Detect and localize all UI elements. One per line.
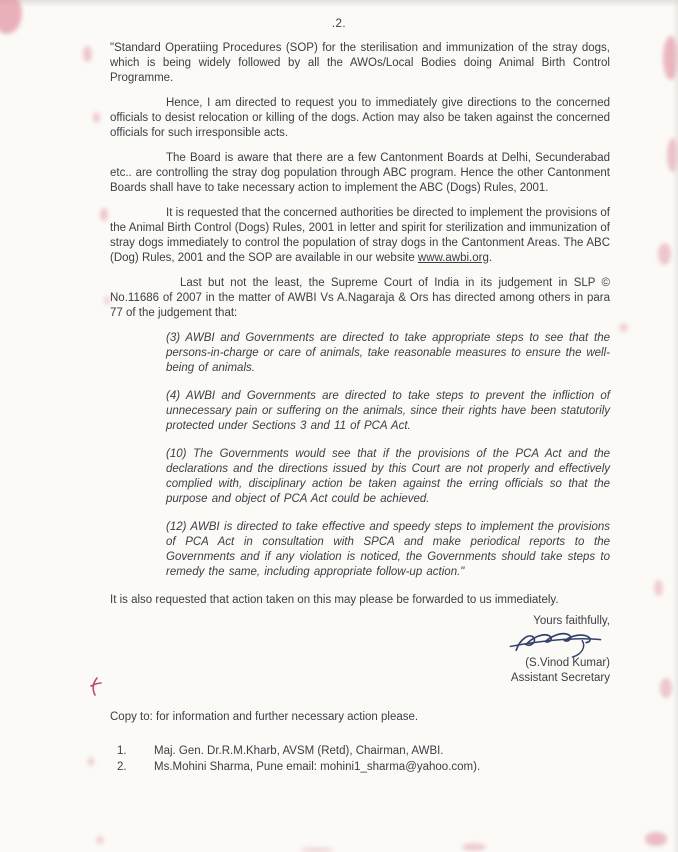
closing-line: It is also requested that action taken on this may please be forwarded to us immediately. (110, 594, 559, 606)
scan-smudge (83, 46, 92, 62)
scan-smudge (645, 832, 667, 846)
paragraph-directions-request: Hence, I am directed to request you to immediately give directions to the concerned officials to desist relocation or killing of the dogs. Action may also be taken against the concerned officials for such irresponsible acts. (110, 97, 610, 139)
judgement-quote-para-4: (4) AWBI and Governments are directed to take steps to prevent the infliction of unnecessary pain or suffering on the animals, since their rights have been statutorily protected under Sections 3 and 11 of PCA Act. (166, 390, 610, 432)
judgement-quote-para-10: (10) The Governments would see that if the provisions of the PCA Act and the declarations and the directions issued by this Court are not properly and effectively complied with, disciplinary action be taken against the erring officials so that the purpose and object of PCA Act could be achieved. (166, 448, 610, 505)
pen-mark (88, 676, 104, 698)
paragraph-text: . (488, 252, 493, 264)
valediction: Yours faithfully, (533, 615, 610, 627)
scan-smudge (300, 847, 334, 852)
paragraph-supreme-court: Last but not the least, the Supreme Court of India in its judgement in SLP © No.11686 of 2007 in the matter of AWBI Vs A.Nagaraja & Ors has directed among others in para 77 of the judgement that: (110, 277, 610, 319)
copy-to-list (110, 744, 610, 775)
scan-smudge (667, 138, 678, 172)
paragraph-abc-implementation (110, 206, 610, 266)
scan-smudge (658, 243, 671, 265)
signature-block (110, 614, 610, 686)
scan-smudge (96, 836, 104, 844)
copy-item-text: Ms.Mohini Sharma, Pune email: mohini1_sharma@yahoo.com). (154, 761, 481, 773)
judgement-quotes (166, 331, 610, 580)
scan-smudge (100, 208, 108, 221)
scan-smudge (654, 580, 663, 596)
scan-smudge (660, 678, 672, 698)
copy-item (110, 744, 610, 759)
letter-body (110, 41, 610, 776)
scan-smudge (93, 112, 100, 123)
scan-smudge (462, 843, 486, 851)
paragraph-cantonment-boards: The Board is aware that there are a few Cantonment Boards at Delhi, Secunderabad etc.. are controlling the stray dog population through ABC program. Hence the other Cantonment Boards shall have to take necessary action to implement the ABC (Dogs) Rules, 2001. (110, 152, 610, 194)
judgement-quote-para-3: (3) AWBI and Governments are directed to take appropriate steps to see that the persons-in-charge or care of animals, take reasonable measures to ensure the well-being of animals. (166, 332, 610, 374)
copy-to-section (110, 710, 610, 775)
website-link: www.awbi.org (417, 252, 489, 264)
scan-smudge (663, 36, 678, 80)
copy-item-number: 1. (117, 745, 127, 757)
scan-smudge (88, 757, 94, 766)
signatory-title: Assistant Secretary (510, 672, 610, 684)
paragraph-text: It is requested that the concerned authorities be directed to implement the provisions of the Animal Birth Control (Dogs) Rules, 2001 in letter and spirit for sterilization and immunization of stray dogs immediately to control the population of stray dogs in the Cantonment Areas. The ABC (Dog) Rules, 2001 and the SOP are available in our website (110, 207, 610, 264)
copy-to-heading: Copy to: for information and further necessary action please. (110, 711, 419, 723)
copy-item-text: Maj. Gen. Dr.R.M.Kharb, AVSM (Retd), Chairman, AWBI. (154, 745, 444, 757)
copy-item (110, 760, 610, 775)
copy-item-number: 2. (117, 761, 127, 773)
page-number: .2. (331, 18, 347, 30)
paragraph-sop-continuation: "Standard Operatiing Procedures (SOP) for the sterilisation and immunization of the stray dogs, which is being widely followed by all the AWOs/Local Bodies doing Animal Birth Control Programme. (110, 42, 610, 84)
judgement-quote-para-12: (12) AWBI is directed to take effective and speedy steps to implement the provisions of PCA Act in consultation with SPCA and make periodical reports to the Governments and if any violation is noticed, the Governments should take steps to remedy the same, including appropriate follow-up action." (166, 521, 610, 578)
scan-smudge (619, 323, 628, 332)
signatory-name: (S.Vinod Kumar) (525, 657, 610, 669)
